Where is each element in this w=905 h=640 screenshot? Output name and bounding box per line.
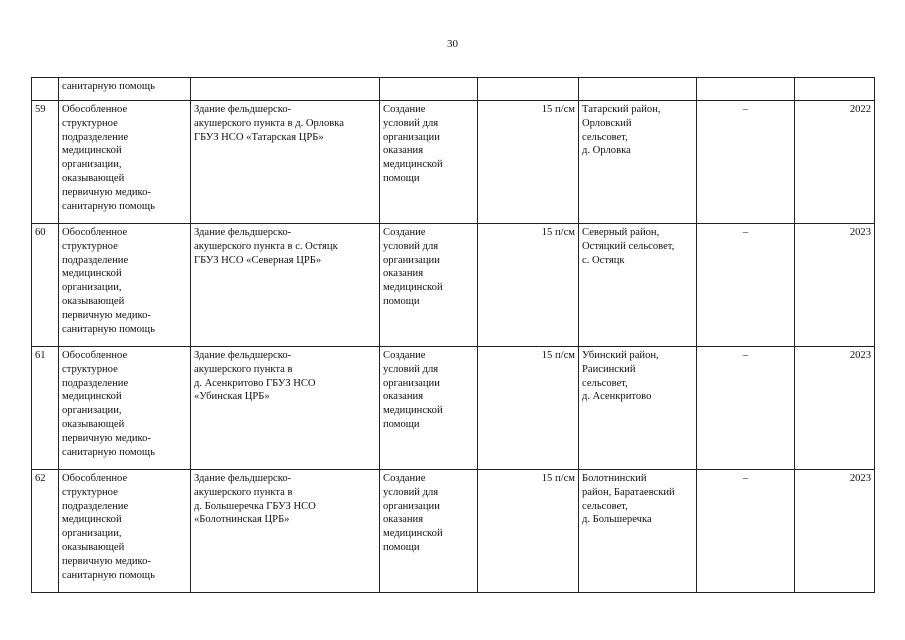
cell-name [191, 224, 380, 347]
cell-num: 61 [32, 347, 59, 470]
cell-dash: – [697, 347, 795, 470]
cell-goal [380, 101, 478, 224]
cell-year: 2023 [795, 347, 875, 470]
cell-location-text: Северный район, Остяцкий сельсовет, с. Остяцк [582, 227, 675, 266]
cell-year [795, 78, 875, 101]
table-row [32, 101, 875, 224]
table-row [32, 347, 875, 470]
cell-year: 2023 [795, 470, 875, 593]
cell-type: санитарную помощь [59, 78, 191, 101]
cell-goal [380, 78, 478, 101]
cell-capacity [478, 78, 579, 101]
cell-location-text: Татарский район, Орловский сельсовет, д. Орловка [582, 104, 661, 157]
cell-name [191, 347, 380, 470]
cell-num: 62 [32, 470, 59, 593]
cell-dash: – [697, 470, 795, 593]
cell-type [59, 470, 191, 593]
facilities-table [31, 77, 875, 593]
cell-type-text: Обособленное структурное подразделение медицинской организации, оказывающей первичную медико- санитарную помощь [62, 227, 155, 335]
continuation-row [32, 78, 875, 101]
cell-year: 2022 [795, 101, 875, 224]
cell-location [579, 347, 697, 470]
table-row [32, 470, 875, 593]
cell-num [32, 78, 59, 101]
cell-goal-text: Создание условий для организации оказания медицинской помощи [383, 227, 443, 307]
cell-year: 2023 [795, 224, 875, 347]
cell-num: 60 [32, 224, 59, 347]
cell-goal-text: Создание условий для организации оказания медицинской помощи [383, 350, 443, 430]
cell-goal [380, 347, 478, 470]
cell-location [579, 101, 697, 224]
cell-dash: – [697, 224, 795, 347]
cell-type [59, 224, 191, 347]
cell-capacity: 15 п/см [478, 101, 579, 224]
cell-name-text: Здание фельдшерско- акушерского пункта в д. Орловка ГБУЗ НСО «Татарская ЦРБ» [194, 104, 344, 143]
cell-capacity: 15 п/см [478, 347, 579, 470]
cell-goal [380, 470, 478, 593]
cell-goal [380, 224, 478, 347]
cell-location-text: Убинский район, Раисинский сельсовет, д. Асенкритово [582, 350, 659, 403]
cell-location [579, 78, 697, 101]
cell-goal-text: Создание условий для организации оказания медицинской помощи [383, 104, 443, 184]
cell-dash: – [697, 101, 795, 224]
cell-type-text: Обособленное структурное подразделение медицинской организации, оказывающей первичную медико- санитарную помощь [62, 473, 155, 581]
cell-name-text: Здание фельдшерско- акушерского пункта в с. Остяцк ГБУЗ НСО «Северная ЦРБ» [194, 227, 338, 266]
cell-dash [697, 78, 795, 101]
cell-type-text: Обособленное структурное подразделение медицинской организации, оказывающей первичную медико- санитарную помощь [62, 350, 155, 458]
cell-name [191, 78, 380, 101]
table-row [32, 224, 875, 347]
cell-goal-text: Создание условий для организации оказания медицинской помощи [383, 473, 443, 553]
cell-type-text: Обособленное структурное подразделение медицинской организации, оказывающей первичную медико- санитарную помощь [62, 104, 155, 212]
cell-type [59, 101, 191, 224]
cell-name [191, 101, 380, 224]
cell-location [579, 470, 697, 593]
cell-capacity: 15 п/см [478, 470, 579, 593]
page-number: 30 [447, 38, 458, 50]
cell-location [579, 224, 697, 347]
cell-name-text: Здание фельдшерско- акушерского пункта в д. Асенкритово ГБУЗ НСО «Убинская ЦРБ» [194, 350, 316, 403]
cell-capacity: 15 п/см [478, 224, 579, 347]
cell-name [191, 470, 380, 593]
cell-name-text: Здание фельдшерско- акушерского пункта в д. Большеречка ГБУЗ НСО «Болотнинская ЦРБ» [194, 473, 316, 526]
cell-location-text: Болотнинский район, Баратаевский сельсовет, д. Большеречка [582, 473, 675, 526]
cell-num: 59 [32, 101, 59, 224]
cell-type [59, 347, 191, 470]
